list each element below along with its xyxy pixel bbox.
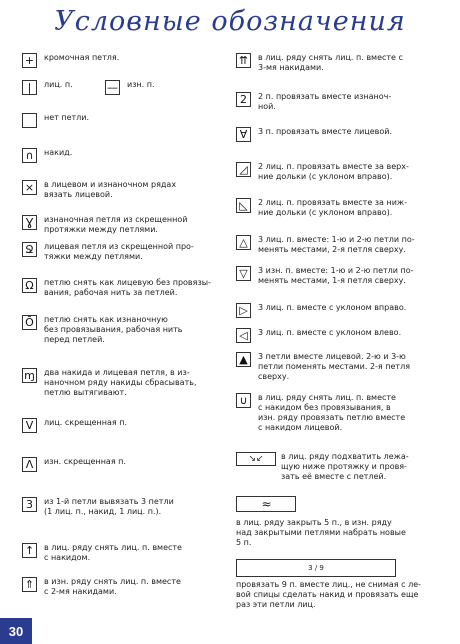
legend-sl2 xyxy=(22,577,181,597)
left-triangle-icon: ◺ xyxy=(236,198,251,213)
legend-text: в лиц. ряду снять лиц. п. вместе с 3-мя накидами. xyxy=(258,53,403,72)
legend-text: 3 петли вместе лицевой. 2-ю и 3-ю петли поменять местами. 2-я петля сверху. xyxy=(258,352,411,381)
legend-purl xyxy=(105,80,155,95)
legend-text: лицевая петля из скрещенной про- тяжки между петлями. xyxy=(44,242,194,261)
legend-text: изн. п. xyxy=(127,80,155,89)
legend-sl-p xyxy=(22,315,183,345)
slip-purl-icon: Ō xyxy=(22,315,37,330)
legend-tw-knit xyxy=(22,242,194,262)
lift-strand-icon: ↘↙ xyxy=(236,452,276,466)
legend-text: 2 лиц. п. провязать вместе за верх- ние дольки (с уклоном вправо). xyxy=(258,162,409,181)
legend-none xyxy=(22,113,89,128)
legend-text: 3 лиц. п. вместе с уклоном влево. xyxy=(258,328,402,337)
legend-r-sl3 xyxy=(236,53,403,73)
legend-text: в лиц. ряду снять лиц. п. вместе с накидом. xyxy=(44,543,182,562)
legend-text: накид. xyxy=(44,148,73,157)
legend-both xyxy=(22,180,176,200)
twisted-knit-icon: Ջ xyxy=(22,242,37,257)
legend-text: кромочная петля. xyxy=(44,53,120,62)
page-title: Условные обозначения xyxy=(54,6,406,37)
legend-knit xyxy=(22,80,73,95)
triple-arrow-icon: ⇈ xyxy=(236,53,251,68)
legend-text: 2 лиц. п. провязать вместе за ниж- ние дольки (с уклоном вправо). xyxy=(258,198,408,217)
legend-r-sly xyxy=(236,393,405,433)
yarn-over-icon: ∩ xyxy=(22,148,37,163)
legend-yo xyxy=(22,148,72,163)
legend-r-2bot xyxy=(236,198,407,218)
legend-text: 3 п. провязать вместе лицевой. xyxy=(258,127,392,136)
purl-icon: — xyxy=(107,81,118,94)
legend-text: 3 лиц. п. вместе: 1-ю и 2-ю петли по- менять местами, 2-я петля сверху. xyxy=(258,235,415,254)
empty-icon xyxy=(22,113,37,128)
triangle-right-icon: ▷ xyxy=(236,303,251,318)
legend-text: изн. скрещенная п. xyxy=(44,457,126,466)
legend-text: лиц. скрещенная п. xyxy=(44,418,128,427)
two-purl-icon: 2 xyxy=(236,92,251,107)
legend-text: петлю снять как лицевую без провязы- вания, рабочая нить за петлей. xyxy=(44,278,211,297)
triangle-left-icon: ◁ xyxy=(236,328,251,343)
legend-text: в изн. ряду снять лиц. п. вместе с 2-мя накидами. xyxy=(44,577,181,596)
cross-icon: × xyxy=(22,180,37,195)
legend-text: 2 п. провязать вместе изнаноч- ной. xyxy=(258,92,392,111)
three-knit-icon: ∀ xyxy=(236,127,251,142)
u-shape-icon: ∪ xyxy=(236,393,251,408)
triangle-up-icon: △ xyxy=(236,235,251,250)
legend-text: два накида и лицевая петля, в из- наночном ряду накиды сбрасывать, петлю вытягивают. xyxy=(44,368,197,397)
filled-triangle-icon: ▲ xyxy=(236,352,251,367)
legend-text: петлю снять как изнаночную без провязывания, рабочая нить перед петлей. xyxy=(44,315,183,344)
right-triangle-icon: ◿ xyxy=(236,162,251,177)
triangle-down-icon: ▽ xyxy=(236,266,251,281)
legend-tw-purl xyxy=(22,215,187,235)
page-number: 30 xyxy=(0,618,32,644)
legend-r-3swap2 xyxy=(236,266,414,286)
legend-text: провязать 9 п. вместе лиц., не снимая с ле- вой спицы сделать накид и провязать еще раз эти петли лиц. xyxy=(236,580,422,609)
legend-edge xyxy=(22,53,119,68)
twisted-purl-icon: Ɣ xyxy=(22,215,37,230)
legend-r-3top xyxy=(236,352,410,382)
double-yo-icon: ɱ xyxy=(22,368,37,383)
nine-stitch-icon: 3 / 9 xyxy=(236,559,396,577)
legend-sl1 xyxy=(22,543,182,563)
legend-text: в лиц. ряду подхватить лежа- щую ниже протяжку и провя- зать её вместе с петлей. xyxy=(281,452,409,481)
arrow-up-icon: ↑ xyxy=(22,543,37,558)
legend-r-2p xyxy=(236,92,391,112)
legend-text: 3 лиц. п. вместе с уклоном вправо. xyxy=(258,303,407,312)
knit-icon: | xyxy=(22,80,37,95)
legend-dbl xyxy=(22,368,197,398)
slip-knit-icon: Ω xyxy=(22,278,37,293)
legend-r-3swap xyxy=(236,235,415,255)
knit-cross-icon: V xyxy=(22,418,37,433)
legend-text: изнаночная петля из скрещенной протяжки между петлями. xyxy=(44,215,188,234)
legend-r-3p xyxy=(236,127,392,142)
legend-text: из 1-й петли вывязать 3 петли (1 лиц. п., накид, 1 лиц. п.). xyxy=(44,497,174,516)
legend-text: 3 изн. п. вместе: 1-ю и 2-ю петли по- менять местами, 1-я петля сверху. xyxy=(258,266,414,285)
plus-icon: + xyxy=(22,53,37,68)
legend-r-3left xyxy=(236,328,401,343)
purl-cross-icon: Λ xyxy=(22,457,37,472)
three-from-one-icon: 3 xyxy=(22,497,37,512)
legend-r-3right xyxy=(236,303,406,318)
legend-text: в лиц. ряду закрыть 5 п., в изн. ряду над закрытыми петлями набрать новые 5 п. xyxy=(236,518,406,547)
legend-text: нет петли. xyxy=(44,113,90,122)
legend-text: в лиц. ряду снять лиц. п. вместе с накидом без провязывания, в изн. ряду провязать петлю вместе с накидом лицевой. xyxy=(258,393,406,432)
legend-three xyxy=(22,497,174,517)
legend-text: в лицевом и изнаночном рядах вязать лицевой. xyxy=(44,180,177,199)
wave-icon: ≈ xyxy=(236,496,296,512)
legend-k-cr xyxy=(22,418,127,433)
legend-text: лиц. п. xyxy=(44,80,73,89)
legend-sl-k xyxy=(22,278,211,298)
legend-p-cr xyxy=(22,457,126,472)
double-arrow-up-icon: ⇑ xyxy=(22,577,37,592)
legend-r-2top xyxy=(236,162,409,182)
